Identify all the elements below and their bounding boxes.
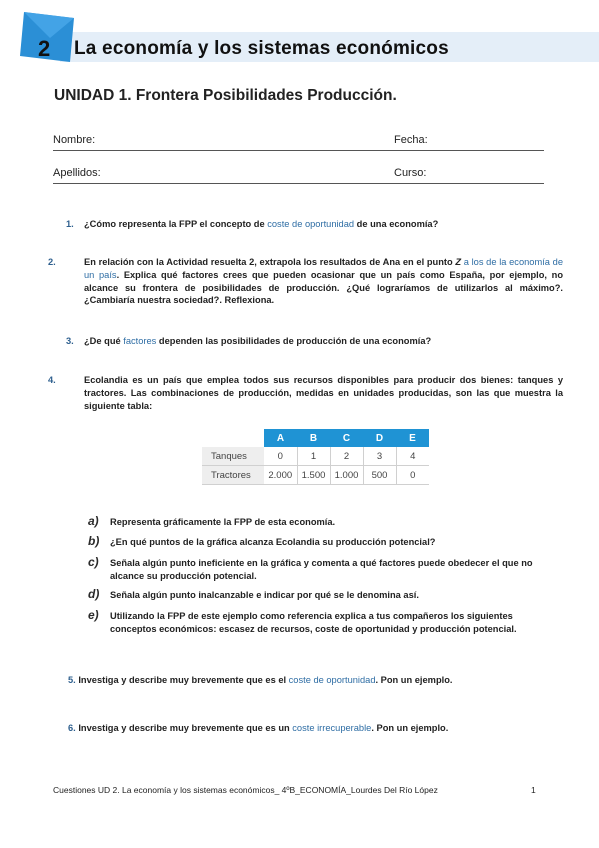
table-cell: 0 xyxy=(264,447,297,466)
table-cell: 4 xyxy=(396,447,429,466)
sub-letter: a) xyxy=(88,514,99,528)
point-z: Z xyxy=(455,257,462,267)
table-header: C xyxy=(330,429,363,447)
apellidos-label: Apellidos: xyxy=(53,167,101,179)
table-header: D xyxy=(363,429,396,447)
question-number: 6. xyxy=(68,723,76,733)
table-cell: 1 xyxy=(297,447,330,466)
table-cell: 1.000 xyxy=(330,466,363,485)
sub-letter: c) xyxy=(88,555,99,569)
table-cell: 3 xyxy=(363,447,396,466)
chapter-title: La economía y los sistemas económicos xyxy=(74,38,449,59)
table-header: B xyxy=(297,429,330,447)
nombre-label: Nombre: xyxy=(53,134,96,146)
unit-title: UNIDAD 1. Frontera Posibilidades Producción. xyxy=(54,87,397,104)
sub-question-e xyxy=(88,610,546,635)
question-text: Investiga y describe muy brevemente que es el xyxy=(75,675,289,685)
table-cell: 0 xyxy=(396,466,429,485)
highlight-term: coste irrecuperable xyxy=(292,723,372,733)
question-text: . Explica qué factores crees que pueden ocasionar que un país como España, por ejemplo, no alcance su frontera de posibilidades de producción. ¿Qué lograríamos de utilizarlos al máximo?. ¿Cambiaría nuestra sociedad?. Reflexiona. xyxy=(84,269,564,306)
highlight-term: coste de oportunidad xyxy=(267,219,355,229)
question-text: dependen las posibilidades de producción de una economía? xyxy=(156,336,432,346)
sub-question-b xyxy=(88,536,546,549)
row-label: Tanques xyxy=(202,447,264,466)
question-text: Ecolandia es un país que emplea todos sus recursos disponibles para producir dos bienes: tanques y tractores. Las combinaciones de producción, medidas en unidades producidas, son las que muestra la siguiente tabla: xyxy=(84,375,563,411)
question-text: ¿Cómo representa la FPP el concepto de xyxy=(84,219,268,229)
sub-text: Señala algún punto inalcanzable e indicar por qué se le denomina así. xyxy=(110,590,419,600)
question-4 xyxy=(48,374,563,412)
form-row-apellidos xyxy=(53,163,544,184)
table-row xyxy=(202,466,429,485)
question-text: . Pon un ejemplo. xyxy=(375,675,453,685)
question-text: ¿De qué xyxy=(84,336,124,346)
question-text: En relación con la Actividad resuelta 2, extrapola los resultados de Ana en el punto xyxy=(84,257,456,267)
question-text: . Pon un ejemplo. xyxy=(371,723,449,733)
sub-text: ¿En qué puntos de la gráfica alcanza Ecolandia su producción potencial? xyxy=(110,537,436,547)
table-cell: 1.500 xyxy=(297,466,330,485)
page-number: 1 xyxy=(531,785,536,795)
sub-text: Utilizando la FPP de este ejemplo como referencia explica a tus compañeros los siguientes conceptos económicos: escasez de recursos, coste de oportunidad y producción potencial. xyxy=(110,611,517,634)
sub-question-a xyxy=(88,516,546,529)
question-number: 4. xyxy=(48,375,56,385)
table-row xyxy=(202,447,429,466)
table-cell: 500 xyxy=(363,466,396,485)
table-cell: 2.000 xyxy=(264,466,297,485)
question-6 xyxy=(68,723,546,733)
highlight-term: factores xyxy=(123,336,157,346)
question-number: 5. xyxy=(68,675,76,685)
sub-letter: b) xyxy=(88,534,100,548)
sub-text: Representa gráficamente la FPP de esta economía. xyxy=(110,517,336,527)
question-2 xyxy=(48,256,564,307)
sub-letter: e) xyxy=(88,608,99,622)
question-5 xyxy=(68,675,546,685)
sub-text: Señala algún punto ineficiente en la gráfica y comenta a qué factores puede obedecer el que no alcance su producción potencial. xyxy=(110,558,533,581)
chapter-badge xyxy=(20,12,72,60)
table-corner xyxy=(202,429,264,447)
sub-question-c xyxy=(88,557,546,582)
table-header: E xyxy=(396,429,429,447)
sub-question-d xyxy=(88,589,546,602)
table-header-row xyxy=(202,429,429,447)
highlight-term: a los de la economía de un país xyxy=(84,257,563,280)
question-text: Investiga y describe muy brevemente que es un xyxy=(75,723,293,733)
question-3 xyxy=(66,335,545,348)
chapter-number: 2 xyxy=(38,36,51,61)
table-header: A xyxy=(264,429,297,447)
footer-text: Cuestiones UD 2. La economía y los sistemas económicos_ 4ºB_ECONOMÍA_Lourdes Del Río López xyxy=(53,785,438,795)
question-number: 2. xyxy=(48,257,56,267)
highlight-term: coste de oportunidad xyxy=(288,675,376,685)
curso-label: Curso: xyxy=(394,167,427,179)
row-label: Tractores xyxy=(202,466,264,485)
question-number: 3. xyxy=(66,336,74,346)
fecha-label: Fecha: xyxy=(394,134,428,146)
form-row-nombre xyxy=(53,130,544,151)
table-cell: 2 xyxy=(330,447,363,466)
question-text: de una economía? xyxy=(354,219,439,229)
production-table xyxy=(202,429,429,485)
question-1 xyxy=(66,218,545,231)
question-number: 1. xyxy=(66,219,74,229)
sub-letter: d) xyxy=(88,587,100,601)
